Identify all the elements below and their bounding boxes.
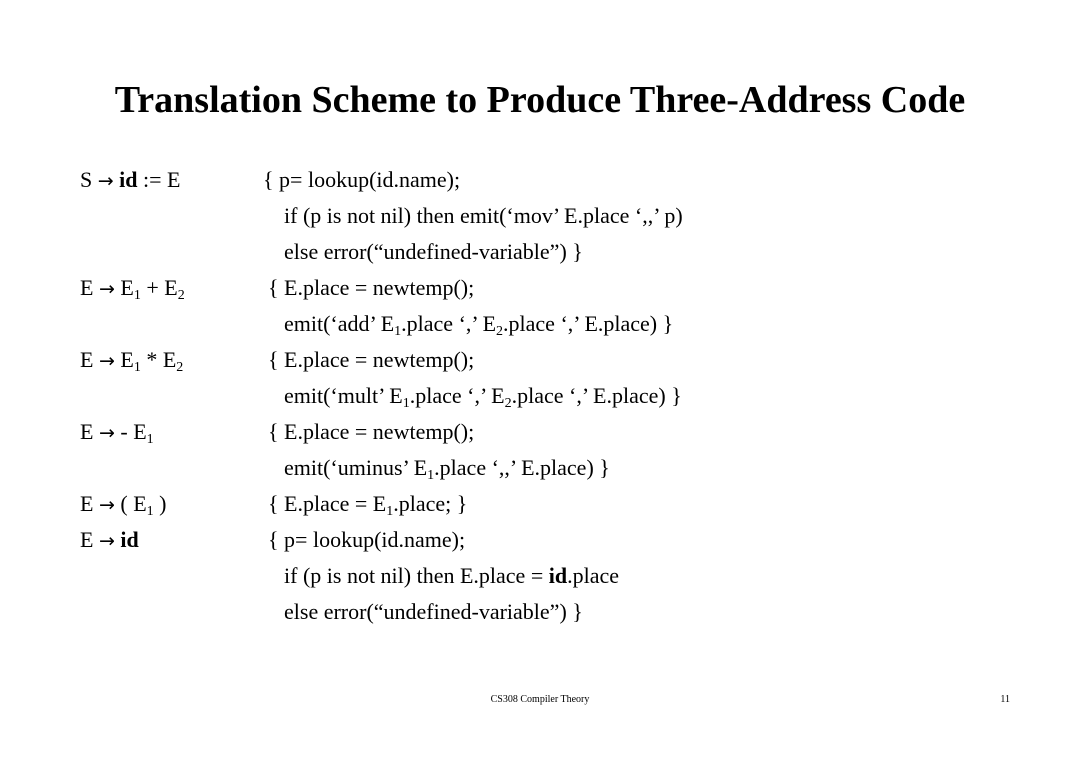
arrow-icon: →: [98, 530, 115, 552]
action-id-line-3: else error(“undefined-variable”) }: [284, 599, 583, 624]
action-mult-line-1: { E.place = newtemp();: [268, 347, 475, 372]
action-add-line-1: { E.place = newtemp();: [268, 275, 475, 300]
action-id-line-1: { p= lookup(id.name);: [268, 527, 466, 552]
action-uminus-line-1: { E.place = newtemp();: [268, 419, 475, 444]
action-uminus-line-2: emit(‘uminus’ $E_1.place$ ‘,,’ E.place) }: [284, 455, 610, 483]
production-assign: S → id := E: [80, 167, 181, 192]
action-assign-line-3: else error(“undefined-variable”) }: [284, 239, 583, 264]
production-mult: $E \to E_1 * E_2$: [80, 347, 184, 375]
production-add: $E \to E_1 + E_2$: [80, 275, 185, 303]
arrow-icon: →: [98, 278, 115, 300]
action-paren-line-1: { E.place = $E_1.place$; }: [268, 491, 468, 519]
action-assign-line-1: { p= lookup(id.name);: [263, 167, 461, 192]
arrow-icon: →: [97, 170, 114, 192]
action-id-line-2: if (p is not nil) then E.place = id.place: [284, 563, 619, 588]
slide-title: Translation Scheme to Produce Three-Address Code: [114, 79, 966, 121]
production-uminus: E → - $E_1$: [80, 419, 154, 447]
arrow-icon: →: [98, 422, 115, 444]
action-assign-line-2: if (p is not nil) then emit(‘mov’ E.place ‘,,’ p): [284, 203, 683, 228]
action-add-line-2: emit(‘add’ $E_1.place$ ‘,’ $E_2.place$ ‘,’ E.place) }: [284, 311, 674, 339]
keyword-id: id: [120, 527, 139, 552]
action-mult-line-2: emit(‘mult’ $E_1.place$ ‘,’ $E_2.place$ ‘,’ E.place) }: [284, 383, 682, 411]
arrow-icon: →: [98, 350, 115, 372]
arrow-icon: →: [98, 494, 115, 516]
keyword-id: id: [119, 167, 138, 192]
production-id: E → id: [80, 527, 139, 552]
production-paren: E → ( $E_1$ ): [80, 491, 167, 519]
nonterminal-s: S: [80, 167, 93, 192]
page-number: 11: [1000, 694, 1010, 705]
slide-footer: CS308 Compiler Theory: [490, 694, 590, 705]
